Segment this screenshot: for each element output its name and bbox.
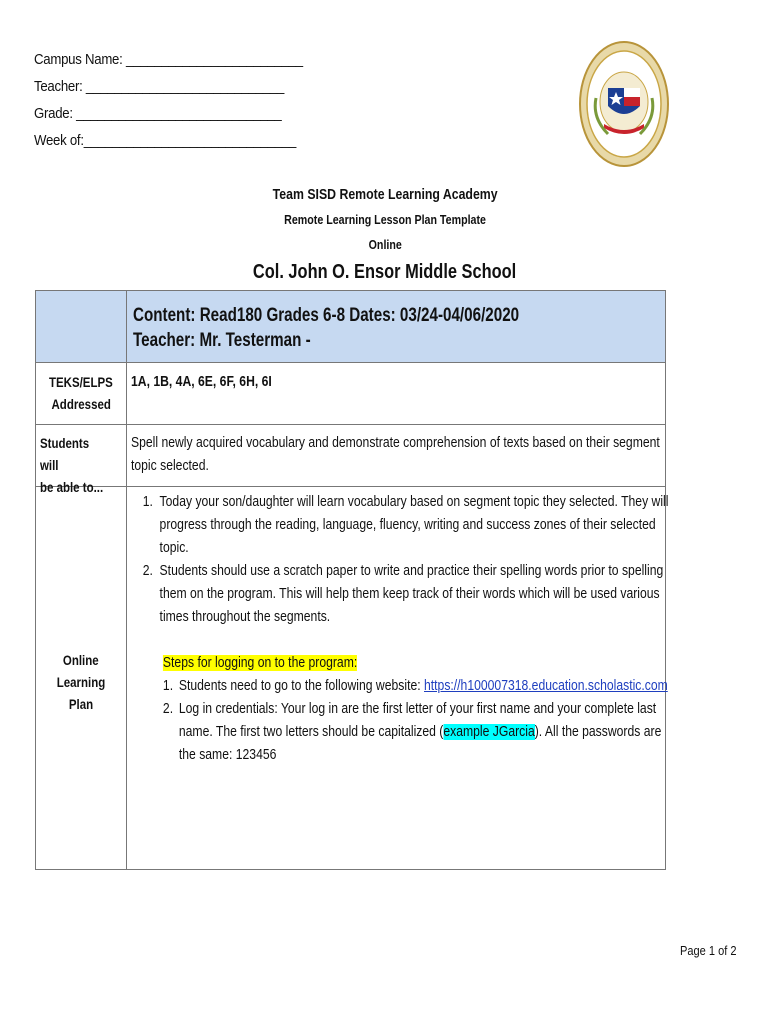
- list-item: 2. Students should use a scratch paper to write and practice their spelling words prior to spelling them on the program. This will help them keep track of their words which will be used various times throughout the segments.: [142, 563, 664, 625]
- list-item: 2. Log in credentials: Your log in are the first letter of your first name and your complete last name. The first two letters should be capitalized (example JGarcia). All the passwords are the same: 123456: [162, 701, 662, 763]
- teks-row: [36, 363, 665, 425]
- page-number: Page 1 of 2: [679, 943, 736, 958]
- example-username-highlight: example JGarcia: [443, 724, 535, 740]
- teacher-heading: Teacher: Mr. Testerman -: [133, 330, 311, 351]
- header-fields: [34, 46, 340, 154]
- list-item: 1. Students need to go to the following website: https://h100007318.education.scholastic.com: [162, 678, 668, 694]
- scholastic-link[interactable]: https://h100007318.education.scholastic.com: [424, 678, 668, 694]
- teacher-field: Teacher: ____________________________: [34, 78, 285, 95]
- district-seal-logo: [578, 38, 670, 170]
- list-item: 1. Today your son/daughter will learn vocabulary based on segment topic they selected. They will progress through the reading, language, fluency, writing and success zones of their selected topic.: [142, 494, 669, 556]
- students-label: Students will be able to...: [40, 435, 104, 495]
- mode-title: Online: [368, 237, 402, 252]
- header-right-cell: [127, 291, 665, 362]
- teks-value: 1A, 1B, 4A, 6E, 6F, 6H, 6I: [131, 374, 272, 390]
- plan-header-row: [36, 291, 665, 363]
- week-of-field: Week of:______________________________: [34, 132, 297, 149]
- grade-field: Grade: _____________________________: [34, 105, 282, 122]
- content-dates-heading: Content: Read180 Grades 6-8 Dates: 03/24-04/06/2020: [133, 305, 520, 326]
- online-learning-label: Online Learning Plan: [56, 652, 106, 712]
- students-row: [36, 425, 665, 495]
- steps-heading: Steps for logging on to the program:: [162, 655, 358, 671]
- campus-name-field: Campus Name: _________________________: [34, 51, 303, 68]
- lesson-plan-table: [35, 290, 669, 870]
- students-value: Spell newly acquired vocabulary and demonstrate comprehension of texts based on their segment topic selected.: [131, 435, 660, 474]
- online-plan-row: [36, 487, 669, 869]
- academy-title: Team SISD Remote Learning Academy: [272, 186, 498, 203]
- school-title: Col. John O. Ensor Middle School: [253, 261, 517, 283]
- template-title: Remote Learning Lesson Plan Template: [284, 212, 486, 227]
- teks-label: TEKS/ELPS Addressed: [49, 374, 113, 412]
- header-left-cell: [36, 291, 127, 362]
- instruction-list: [131, 491, 669, 629]
- login-steps: [163, 652, 669, 767]
